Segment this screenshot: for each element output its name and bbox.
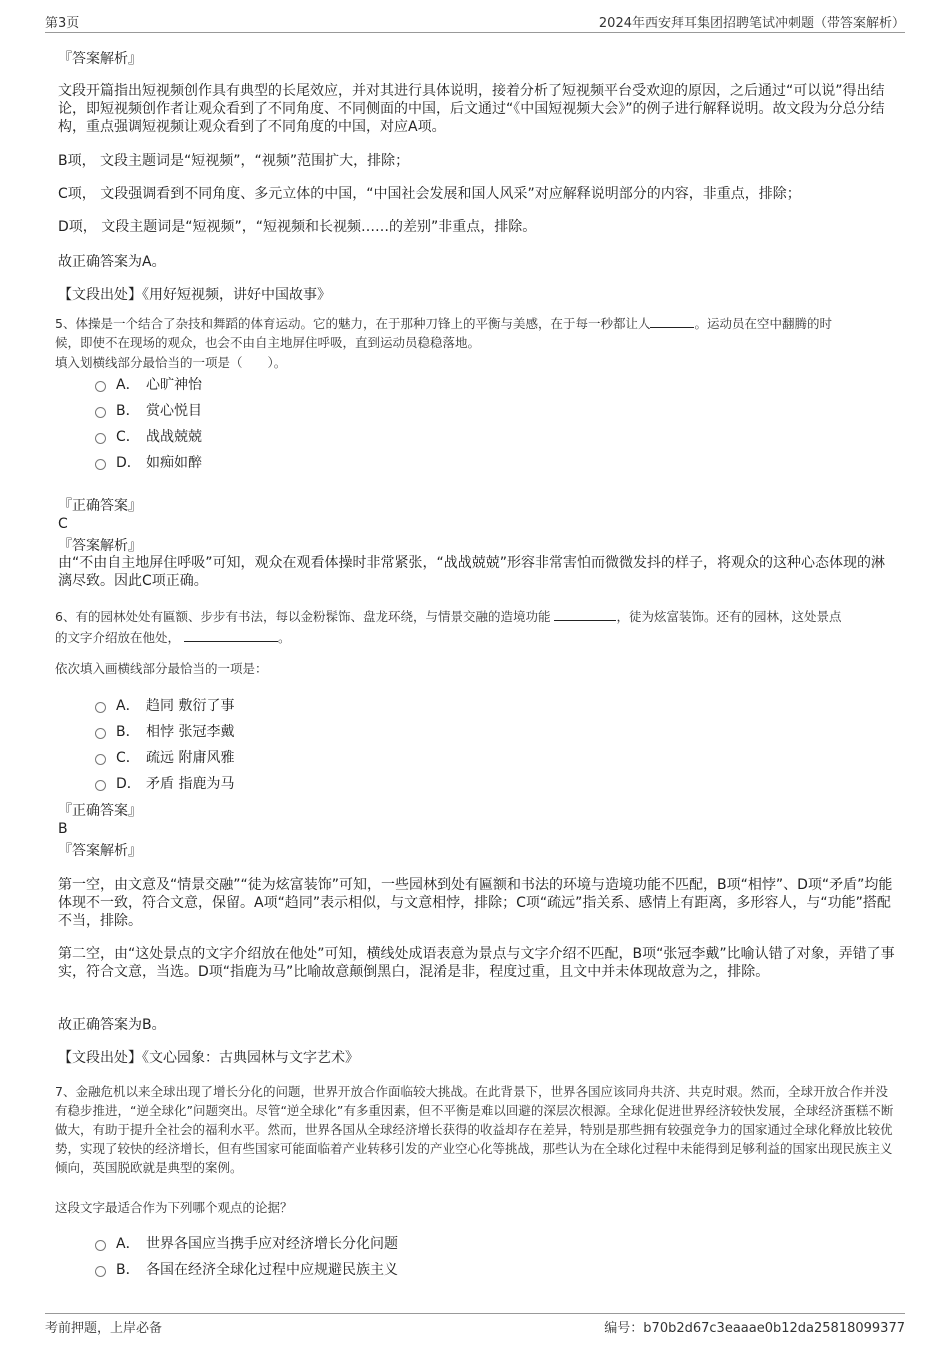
radio-icon[interactable]: [95, 381, 106, 392]
option-text: 赏心悦目: [146, 403, 202, 419]
q5-answer-label: 『正确答案』: [58, 498, 142, 514]
q6-prompt: 依次填入画横线部分最恰当的一项是：: [55, 661, 268, 676]
radio-icon[interactable]: [95, 1240, 106, 1251]
q6-analysis-label: 『答案解析』: [58, 843, 142, 859]
q5-stem-part: 候，即使不在现场的观众，也会不由自主地屏住呼吸，直到运动员稳稳落地。: [55, 335, 481, 350]
q4-analysis-p2: B项， 文段主题词是“短视频”，“视频”范围扩大，排除；: [58, 153, 410, 169]
radio-icon[interactable]: [95, 754, 106, 765]
q5-option-b[interactable]: [95, 400, 202, 420]
blank-line: [184, 629, 278, 642]
radio-icon[interactable]: [95, 702, 106, 713]
q5-stem: [55, 314, 900, 352]
option-text: 各国在经济全球化过程中应规避民族主义: [146, 1262, 398, 1278]
q4-analysis-label: 『答案解析』: [58, 51, 142, 67]
q6-analysis-p1: 第一空，由文意及“情景交融”“徒为炫富装饰”可知，一些园林到处有匾额和书法的环境与造境功能不匹配，B项“相悖”、D项“矛盾”均能体现不一致，符合文意，保留。A项“趋同”表示相似，与文意相悖，排除；C项“疏远”指关系、感情上有距离，多形容人，与“功能”搭配不当，排除。: [58, 877, 893, 929]
q5-option-a[interactable]: [95, 374, 202, 394]
q6-answer-line: 故正确答案为B。: [58, 1017, 166, 1033]
q6-answer-label: 『正确答案』: [58, 803, 142, 819]
option-text: 矛盾 指鹿为马: [146, 776, 235, 792]
radio-icon[interactable]: [95, 780, 106, 791]
option-key: D．: [116, 455, 141, 471]
q7-option-a[interactable]: [95, 1233, 398, 1253]
q4-analysis-p1: 文段开篇指出短视频创作具有典型的长尾效应，并对其进行具体说明，接着分析了短视频平台受欢迎的原因，之后通过“可以说”得出结论，即短视频创作者让观众看到了不同角度、不同侧面的中国，后文通过“《中国短视频大会》”的例子进行解释说明。故文段为分总分结构，重点强调短视频让观众看到了不同角度的中国，对应A项。: [58, 83, 885, 135]
q6-option-a[interactable]: [95, 695, 234, 715]
radio-icon[interactable]: [95, 433, 106, 444]
q5-option-c[interactable]: [95, 426, 202, 446]
q4-analysis-p4: D项， 文段主题词是“短视频”，“短视频和长视频……的差别”非重点，排除。: [58, 219, 537, 235]
q4-source: 【文段出处】《用好短视频，讲好中国故事》: [58, 287, 331, 303]
document-id: 编号：b70b2d67c3eaaae0b12da25818099377: [604, 1321, 905, 1336]
q6-analysis-p2: 第二空，由“这处景点的文字介绍放在他处”可知，横线处成语表意为景点与文字介绍不匹配，B项“张冠李戴”比喻认错了对象，弄错了事实，符合文意，当选。D项“指鹿为马”比喻故意颠倒黑白，混淆是非，程度过重，且文中并未体现故意为之，排除。: [58, 946, 895, 980]
option-key: B．: [116, 1262, 140, 1278]
option-text: 战战兢兢: [146, 429, 202, 445]
q6-stem-part: 6、有的园林处处有匾额、步步有书法，每以金粉髹饰、盘龙环绕，与情景交融的造境功能: [55, 609, 551, 624]
option-text: 相悖 张冠李戴: [146, 724, 235, 740]
q5-stem-part: 5、体操是一个结合了杂技和舞蹈的体育运动。它的魅力，在于那种刀锋上的平衡与美感，在于每一秒都让人: [55, 316, 651, 331]
option-key: D．: [116, 776, 141, 792]
option-text: 趋同 敷衍了事: [146, 698, 235, 714]
radio-icon[interactable]: [95, 407, 106, 418]
page-footer: [45, 1313, 905, 1336]
option-text: 世界各国应当携手应对经济增长分化问题: [146, 1236, 398, 1252]
option-key: C．: [116, 429, 140, 445]
option-key: A．: [116, 1236, 140, 1252]
q6-stem-part: 的文字介绍放在他处，: [55, 630, 181, 645]
page-number: 第3页: [45, 16, 80, 31]
q5-analysis: 由“不由自主地屏住呼吸”可知，观众在观看体操时非常紧张，“战战兢兢”形容非常害怕而微微发抖的样子，将观众的这种心态体现的淋漓尽致。因此C项正确。: [58, 555, 886, 589]
q4-analysis-p3: C项， 文段强调看到不同角度、多元立体的中国，“中国社会发展和国人风采”对应解释说明部分的内容，非重点，排除；: [58, 186, 801, 202]
q6-answer: B: [58, 821, 68, 837]
footer-slogan: 考前押题，上岸必备: [45, 1321, 163, 1336]
option-key: B．: [116, 724, 140, 740]
option-key: C．: [116, 750, 140, 766]
q5-prompt: 填入划横线部分最恰当的一项是（ ）。: [55, 355, 287, 370]
page-header: [45, 12, 905, 33]
q6-stem: [55, 606, 900, 648]
option-key: A．: [116, 377, 140, 393]
option-text: 如痴如醉: [146, 455, 202, 471]
radio-icon[interactable]: [95, 1266, 106, 1277]
radio-icon[interactable]: [95, 459, 106, 470]
q7-stem: 7、金融危机以来全球出现了增长分化的问题，世界开放合作面临较大挑战。在此背景下，世界各国应该同舟共济、共克时艰。然而，全球开放合作并没有稳步推进，“逆全球化”问题突出。尽管“逆全球化”有多重因素，但不平衡是难以回避的深层次根源。全球化促进世界经济较快发展，全球经济蛋糕不断做大，有助于提升全社会的福利水平。然而，世界各国从全球经济增长获得的收益却存在差异，特别是那些拥有较强竞争力的国家通过全球化释放比较优势，实现了较快的经济增长，但有些国家可能面临着产业转移引发的产业空心化等挑战，那些认为在全球化过程中未能得到足够利益的国家出现民族主义倾向，英国脱欧就是典型的案例。: [55, 1084, 894, 1175]
radio-icon[interactable]: [95, 728, 106, 739]
blank-line: [554, 608, 616, 621]
q6-stem-part: ，徒为炫富装饰。还有的园林，这处景点: [616, 609, 842, 624]
option-text: 心旷神怡: [146, 377, 202, 393]
q6-option-b[interactable]: [95, 721, 234, 741]
q4-answer: 故正确答案为A。: [58, 254, 166, 270]
q6-option-c[interactable]: [95, 747, 234, 767]
option-key: A．: [116, 698, 140, 714]
q5-stem-part: 。运动员在空中翻腾的时: [694, 316, 832, 331]
q6-source: 【文段出处】《文心园象：古典园林与文字艺术》: [58, 1050, 359, 1066]
q5-option-d[interactable]: [95, 452, 202, 472]
q6-option-d[interactable]: [95, 773, 234, 793]
q5-analysis-label: 『答案解析』: [58, 538, 142, 554]
q7-prompt: 这段文字最适合作为下列哪个观点的论据？: [55, 1200, 293, 1215]
q7-option-b[interactable]: [95, 1259, 398, 1279]
blank-line: [650, 315, 694, 328]
option-key: B．: [116, 403, 140, 419]
q6-stem-part: 。: [278, 630, 291, 645]
option-text: 疏远 附庸风雅: [146, 750, 235, 766]
q5-answer: C: [58, 516, 68, 532]
document-title: 2024年西安拜耳集团招聘笔试冲刺题（带答案解析）: [598, 16, 905, 31]
